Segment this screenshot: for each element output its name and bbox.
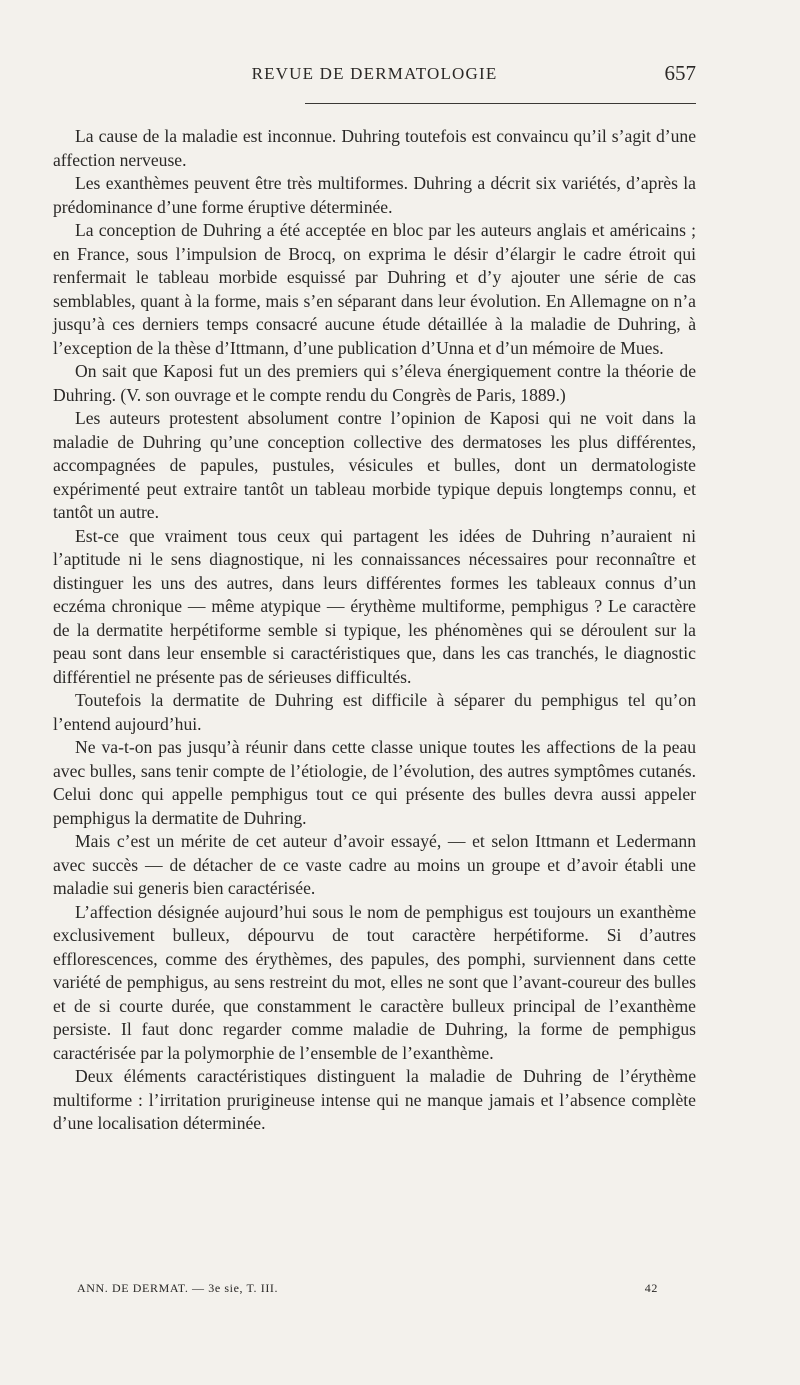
paragraph: Est-ce que vraiment tous ceux qui partagent les idées de Duhring n’auraient ni l’aptitude ni le sens diagnostique, ni les connaissances nécessaires pour reconnaître et distinguer les uns des autres, dans leurs différentes formes les tableaux connus d’un eczéma chronique — même atypique — érythème multiforme, pemphigus ? Le caractère de la dermatite herpétiforme semble si typique, les phénomènes qui se déroulent sur la peau sont dans leur ensemble si caractéristiques que, dans les cas tranchés, le diagnostic différentiel ne présente pas de sérieuses difficultés.	[53, 525, 696, 687]
footer-sheet-number: 42	[644, 1281, 658, 1295]
paragraph: L’affection désignée aujourd’hui sous le nom de pemphigus est toujours un exanthème exclusivement bulleux, dépourvu de tout caractère herpétiforme. Si d’autres efflorescences, comme des érythèmes, des papules, des pomphi, surviennent dans cette variété de pemphigus, au sens restreint du mot, elles ne sont que l’avant-coureur des bulles et de si courte durée, que constamment le caractère bulleux principal de l’exanthème persiste. Il faut donc regarder comme maladie de Duhring, la forme de pemphigus caractérisée par la polymorphie de l’ensemble de l’exanthème.	[53, 901, 696, 1063]
footer-signature: ANN. DE DERMAT. — 3e sie, T. III.	[77, 1281, 279, 1295]
body-text	[53, 125, 696, 1136]
paragraph: Ne va-t-on pas jusqu’à réunir dans cette classe unique toutes les affections de la peau avec bulles, sans tenir compte de l’étiologie, de l’évolution, des autres symptômes cutanés. Celui donc qui appelle pemphigus tout ce qui présente des bulles devra aussi appeler pemphigus la dermatite de Duhring.	[53, 737, 696, 828]
page-number: 657	[664, 61, 696, 85]
header-rule	[305, 103, 696, 104]
page-header	[53, 61, 696, 94]
running-title: REVUE DE DERMATOLOGIE	[251, 64, 498, 83]
paragraph: On sait que Kaposi fut un des premiers qui s’éleva énergiquement contre la théorie de Duhring. (V. son ouvrage et le compte rendu du Congrès de Paris, 1889.)	[53, 361, 696, 405]
paragraph: Les exanthèmes peuvent être très multiformes. Duhring a décrit six variétés, d’après la prédominance d’une forme éruptive déterminée.	[53, 173, 696, 217]
paragraph: Les auteurs protestent absolument contre l’opinion de Kaposi qui ne voit dans la maladie de Duhring qu’une conception collective des dermatoses les plus différentes, accompagnées de papules, pustules, vésicules et bulles, dont un dermatologiste expérimenté peut extraire tantôt un tableau morbide typique depuis longtemps connu, et tantôt un autre.	[53, 408, 696, 522]
paragraph: La cause de la maladie est inconnue. Duhring toutefois est convaincu qu’il s’agit d’une affection nerveuse.	[53, 126, 696, 170]
paragraph: Toutefois la dermatite de Duhring est difficile à séparer du pemphigus tel qu’on l’entend aujourd’hui.	[53, 690, 696, 734]
paragraph: La conception de Duhring a été acceptée en bloc par les auteurs anglais et américains ; en France, sous l’impulsion de Brocq, on exprima le désir d’élargir le cadre étroit qui renfermait le tableau morbide esquissé par Duhring et d’y ajouter une série de cas semblables, quant à la forme, mais s’en séparant dans leur évolution. En Allemagne on n’a jusqu’à ces derniers temps consacré aucune étude détaillée à la maladie de Duhring, à l’exception de la thèse d’Ittmann, d’une publication d’Unna et d’un mémoire de Mues.	[53, 220, 696, 358]
paragraph: Deux éléments caractéristiques distinguent la maladie de Duhring de l’érythème multiforme : l’irritation prurigineuse intense qui ne manque jamais et l’absence complète d’une localisation déterminée.	[53, 1066, 696, 1133]
paragraph: Mais c’est un mérite de cet auteur d’avoir essayé, — et selon Ittmann et Ledermann avec succès — de détacher de ce vaste cadre au moins un groupe et d’avoir établi une maladie sui generis bien caractérisée.	[53, 831, 696, 898]
